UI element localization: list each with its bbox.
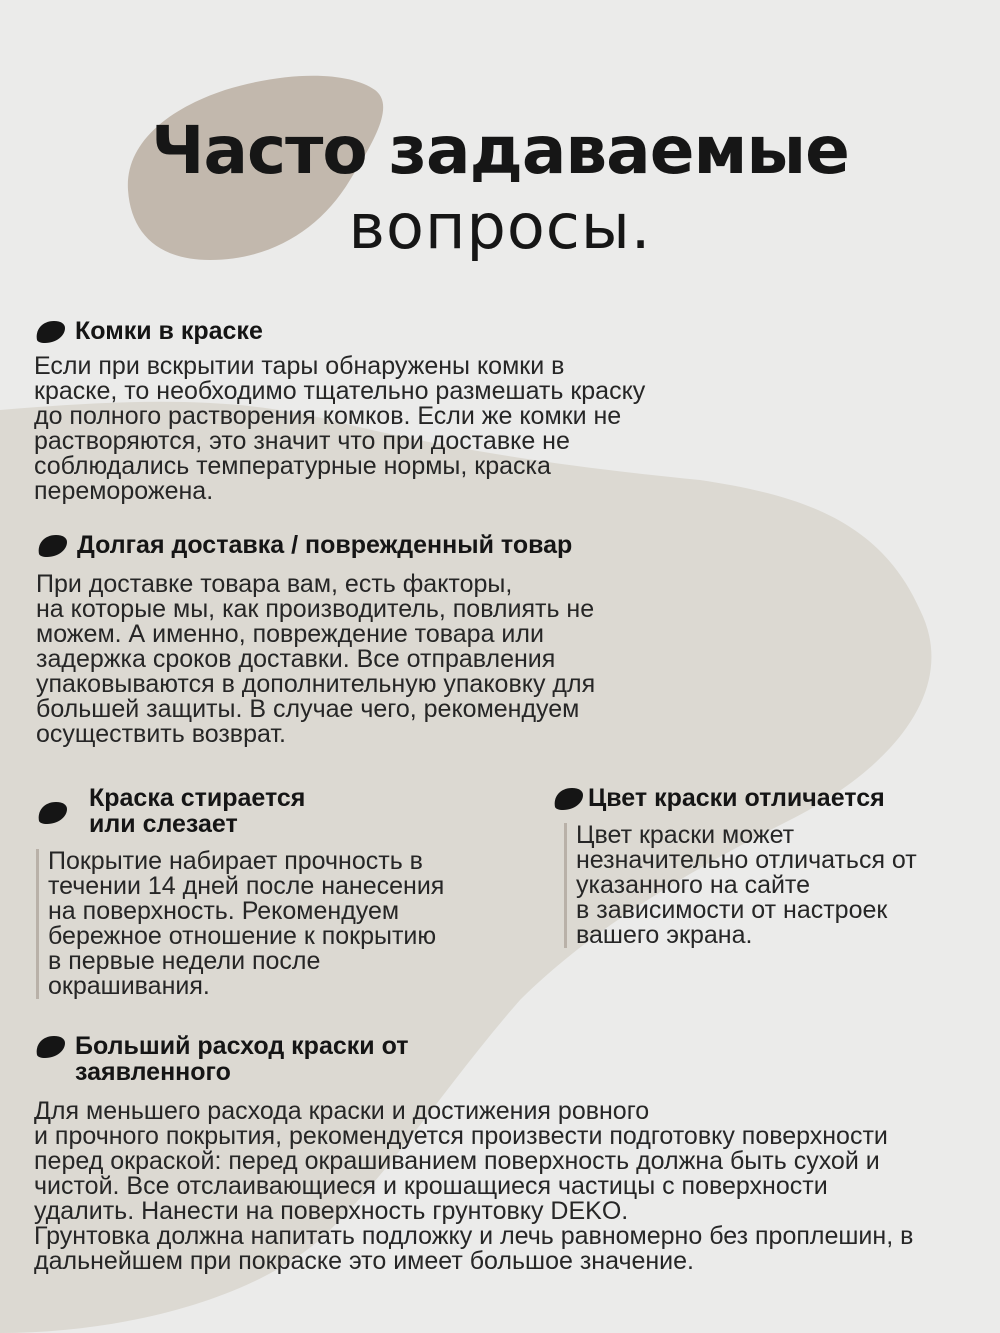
faq-answer: Цвет краски может незначительно отличаться от указанного на сайте в зависимости от настроек вашего экрана. — [564, 823, 982, 948]
faq-item-consumption — [34, 1033, 984, 1274]
faq-heading-text: Комки в краске — [75, 317, 263, 345]
faq-heading — [34, 318, 754, 344]
faq-item-color-difference — [552, 785, 982, 948]
faq-heading-text: Цвет краски отличается — [588, 784, 885, 812]
faq-answer: При доставке товара вам, есть факторы, на которые мы, как производитель, повлиять не можем. А именно, повреждение товара или задержка сроков доставки. Все отправления упаковываются в дополнительную упаковку для большей защиты. В случае чего, рекомендуем осуществить возврат. — [36, 570, 596, 748]
faq-answer: Если при вскрытии тары обнаружены комки в краске, то необходимо тщательно размешать краску до полного растворения комков. Если же комки не растворяются, это значит что при доставке не соблюдались температурные нормы, краска переморожена. — [34, 352, 646, 505]
leaf-icon — [36, 532, 70, 558]
leaf-icon — [34, 1033, 68, 1059]
page-title: Часто задаваемые — [151, 112, 849, 189]
faq-heading — [34, 1033, 984, 1085]
leaf-icon — [552, 785, 586, 811]
page-subtitle: вопросы. — [348, 190, 652, 263]
leaf-icon — [36, 799, 70, 825]
faq-heading-text: Больший расход краски от заявленного — [75, 1032, 409, 1086]
faq-item-delivery — [36, 532, 736, 747]
faq-heading — [36, 532, 736, 558]
faq-heading — [36, 785, 536, 837]
faq-heading — [552, 785, 982, 811]
faq-answer: Покрытие набирает прочность в течении 14 дней после нанесения на поверхность. Рекомендуем бережное отношение к покрытию в первые недели после окрашивания. — [36, 849, 536, 999]
faq-item-lumps — [34, 318, 754, 504]
faq-heading-text: Долгая доставка / поврежденный товар — [77, 531, 573, 559]
faq-item-wearing-off — [36, 785, 536, 999]
faq-answer: Для меньшего расхода краски и достижения ровного и прочного покрытия, рекомендуется произвести подготовку поверхности перед окраской: перед окрашиванием поверхность должна быть сухой и чистой. Все отслаивающиеся и крошащиеся частицы с поверхности удалить. Нанести на поверхность грунтовку DEKO. Грунтовка должна напитать подложку и лечь равномерно без проплешин, в дальнейшем при покраске это имеет большое значение. — [34, 1097, 914, 1275]
faq-heading-text: Краска стирается или слезает — [89, 784, 306, 838]
leaf-icon — [34, 318, 68, 344]
